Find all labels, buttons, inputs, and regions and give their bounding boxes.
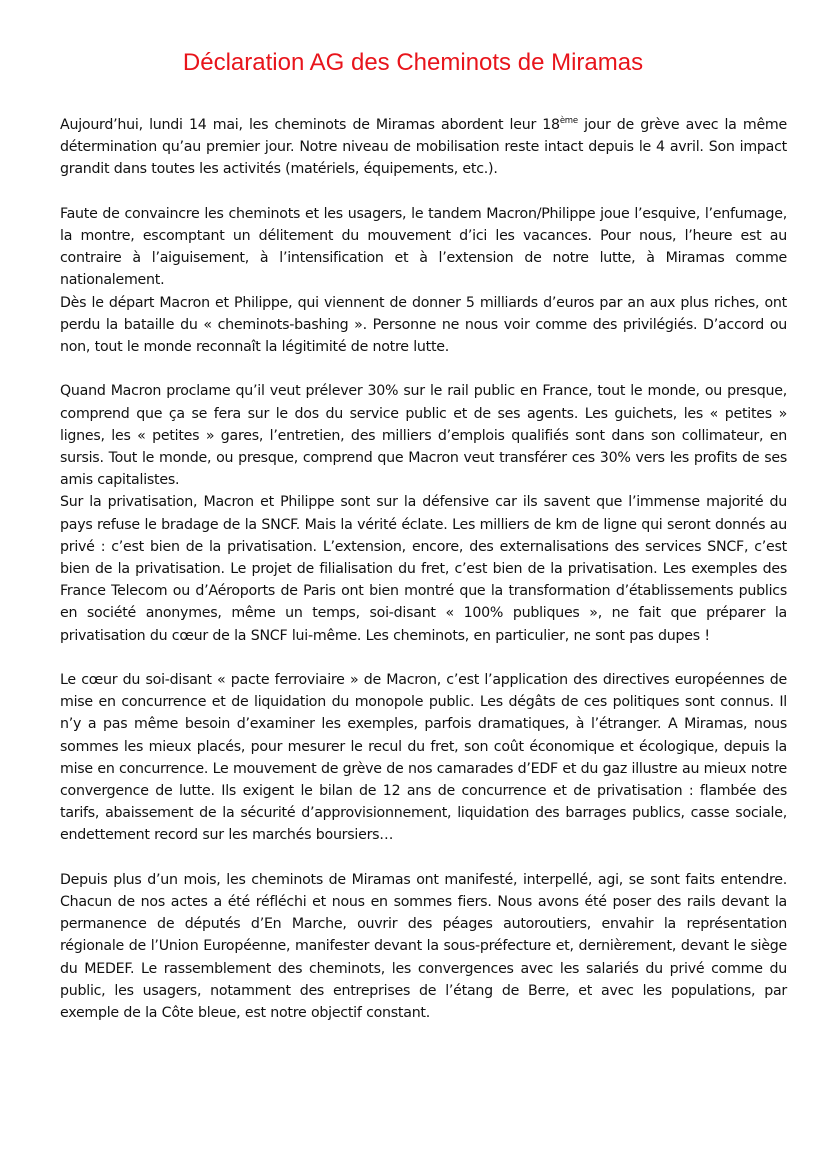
paragraph-actions: Depuis plus d’un mois, les cheminots de Miramas ont manifesté, interpellé, agi, se sont faits entendre. Chacun de nos actes a été réfléchi et nous en sommes fiers. Nous avons été poser des rails devant la permanence de députés d’En Marche, ouvrir des péages autoroutiers, envahir la représentation régionale de l’Union Européenne, manifester devant la sous-préfecture et, dernièrement, devant le siège du MEDEF. Le rassemblement des cheminots, les convergences avec les salariés du privé comme du public, les usagers, notamment des entreprises de l’étang de Berre, et avec les populations, par exemple de la Côte bleue, est notre objectif constant. (60, 871, 787, 1022)
paragraph-intro-end: jour de grève avec la même détermination qu’au premier jour. Notre niveau de mobilisation reste intact depuis le 4 avril. Son impact grandit dans toutes les activités (matériels, équipements, etc.). (60, 117, 787, 178)
paragraph-thirty-percent: Quand Macron proclame qu’il veut prélever 30% sur le rail public en France, tout le monde, ou presque, comprend que ça se fera sur le dos du service public et de ses agents. Les guichets, les « petites » lignes, les « petites » gares, l’entretien, des milliers d’emplois qualifiés sont dans son collimateur, en sursis. Tout le monde, ou presque, comprend que Macron veut transférer ces 30% vers les profits de ses amis capitalistes. (60, 383, 787, 489)
paragraph-privatisation: Sur la privatisation, Macron et Philippe sont sur la défensive car ils savent que l’immense majorité du pays refuse le bradage de la SNCF. Mais la vérité éclate. Les milliers de km de ligne qui seront donnés au privé : c’est bien de la privatisation. L’extension, encore, des externalisations des services SNCF, c’est bien de la privatisation. Le projet de filialisation du fret, c’est bien de la privatisation. Les exemples des France Telecom ou d’Aéroports de Paris ont bien montré que la transformation d’établissements publics en société anonymes, même un temps, soi-disant « 100% publiques », ne fait que préparer la privatisation du cœur de la SNCF lui-même. Les cheminots, en particulier, ne sont pas dupes ! (60, 494, 787, 644)
paragraph-strategy: Faute de convaincre les cheminots et les usagers, le tandem Macron/Philippe joue l’esquive, l’enfumage, la montre, escomptant un délitement du mouvement d’ici les vacances. Pour nous, l’heure est au contraire à l’aiguisement, à l’intensification et à l’extension de notre lutte, à Miramas comme nationalement. (60, 205, 787, 289)
document-body (60, 114, 787, 1024)
paragraph-bashing: Dès le départ Macron et Philippe, qui viennent de donner 5 milliards d’euros par an aux plus riches, ont perdu la bataille du « cheminots-bashing ». Personne ne nous voir comme des privilégiés. D’accord ou non, tout le monde reconnaît la légitimité de notre lutte. (60, 294, 787, 356)
paragraph-gap (60, 647, 787, 669)
paragraph-intro-start: Aujourd’hui, lundi 14 mai, les cheminots de Miramas abordent leur 18 (60, 117, 560, 133)
paragraph-gap (60, 847, 787, 869)
paragraph-intro (60, 114, 787, 181)
document-title: Déclaration AG des Cheminots de Miramas (182, 49, 644, 76)
paragraph-gap (60, 358, 787, 380)
ordinal-superscript: ème (559, 116, 578, 126)
paragraph-pacte-ferroviaire: Le cœur du soi-disant « pacte ferroviaire » de Macron, c’est l’application des directives européennes de mise en concurrence et de liquidation du monopole public. Les dégâts de ces politiques sont connus. Il n’y a pas même besoin d’examiner les exemples, parfois dramatiques, à l’étranger. A Miramas, nous sommes les mieux placés, pour mesurer le recul du fret, son coût économique et écologique, depuis la mise en concurrence. Le mouvement de grève de nos camarades d’EDF et du gaz illustre au mieux notre convergence de lutte. Ils exigent le bilan de 12 ans de concurrence et de privatisation : flambée des tarifs, abaissement de la sécurité d’approvisionnement, liquidation des barrages publics, casse sociale, endettement record sur les marchés boursiers… (60, 672, 787, 844)
paragraph-gap (60, 181, 787, 203)
